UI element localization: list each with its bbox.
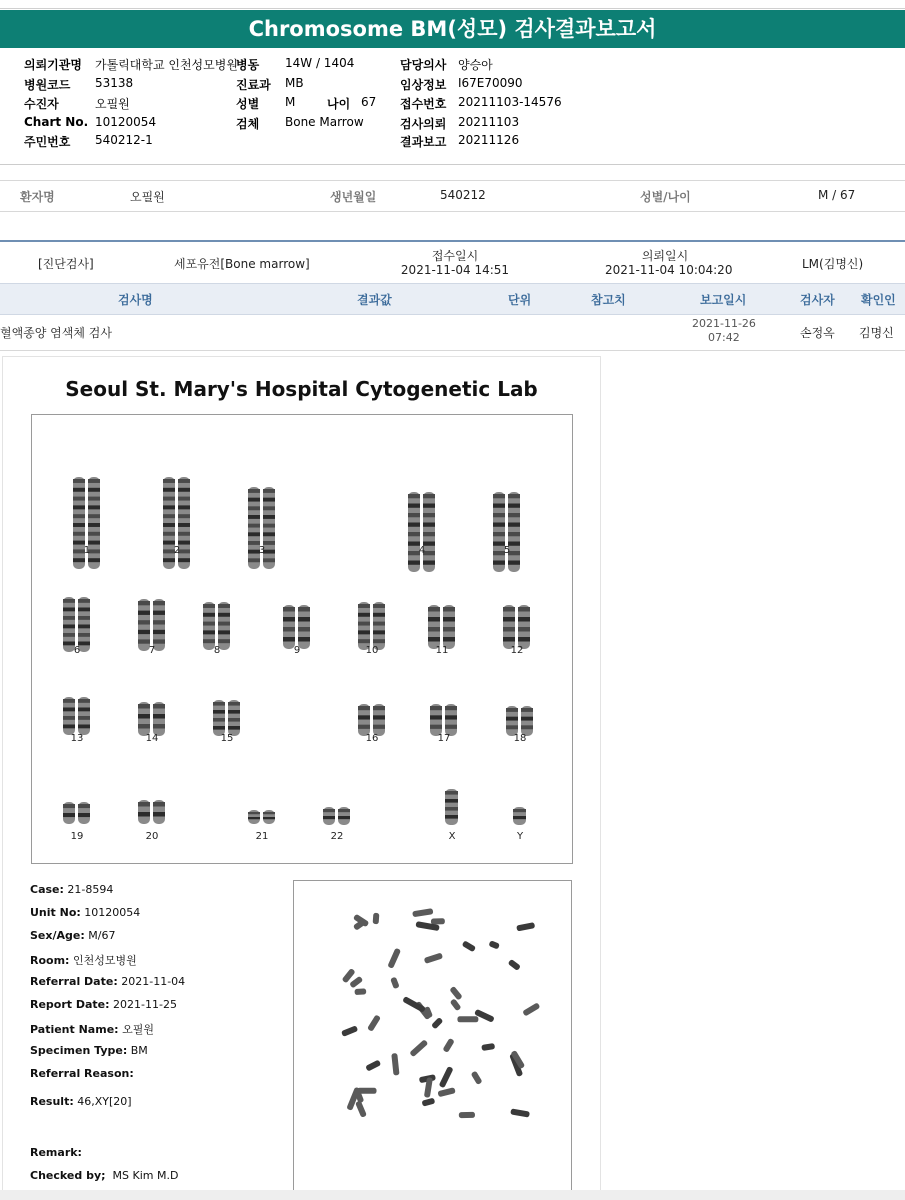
chromosome-label-18: 18: [513, 733, 527, 744]
metaphase-chromosome: [488, 940, 500, 949]
resident-id-label: 주민번호: [24, 135, 71, 149]
chromosome-label-4: 4: [418, 545, 426, 556]
chromosome-label-22: 22: [330, 831, 344, 842]
header-info-panel: [0, 48, 905, 165]
chromosome-pair-3: [244, 485, 280, 571]
metaphase-chromosome: [481, 1043, 495, 1051]
institution-value: 가톨릭대학교 인천성모병원: [95, 58, 238, 72]
chromosome-label-2: 2: [173, 545, 181, 556]
doctor-value: 양승아: [458, 58, 493, 72]
page-title: Chromosome BM(성모) 검사결과보고서: [0, 10, 905, 48]
request-date-label: 검사의뢰: [400, 117, 447, 131]
meta-case: Case: 21-8594: [30, 883, 114, 896]
chromosome-label-8: 8: [213, 645, 221, 656]
chart-no-label: Chart No.: [24, 115, 89, 129]
report-date-label: 결과보고: [400, 135, 447, 149]
col-test-name: 검사명: [118, 293, 153, 307]
meta-remark: Remark:: [30, 1146, 82, 1159]
bottom-scroll-area: [0, 1190, 905, 1200]
sex-value: M: [285, 95, 296, 109]
metaphase-chromosome: [402, 996, 426, 1013]
metaphase-spread-image: [293, 880, 572, 1192]
col-tester: 검사자: [800, 293, 835, 307]
chromosome-label-10: 10: [365, 645, 379, 656]
age-label: 나이: [327, 97, 351, 111]
institution-label: 의뢰기관명: [24, 58, 82, 72]
chromosome-label-7: 7: [148, 645, 156, 656]
result-confirmer: 김명신: [859, 326, 894, 340]
chromosome-label-13: 13: [70, 733, 84, 744]
chromosome-label-16: 16: [365, 733, 379, 744]
meta-unit-no: Unit No: 10120054: [30, 906, 141, 919]
result-tester: 손정옥: [800, 326, 835, 340]
receipt-no-value: 20211103-14576: [458, 95, 562, 109]
order-request-label: 의뢰일시: [641, 249, 689, 263]
result-report-time: 07:42: [708, 331, 740, 344]
meta-checked-by: Checked by; MS Kim M.D: [30, 1169, 179, 1182]
metaphase-chromosome: [462, 940, 476, 952]
chromosome-label-19: 19: [70, 831, 84, 842]
chromosome-pair-19: [59, 800, 95, 826]
ward-label: 병동: [236, 58, 260, 72]
metaphase-chromosome: [522, 1002, 540, 1016]
meta-result: Result: 46,XY[20]: [30, 1095, 132, 1108]
chromosome-label-6: 6: [73, 645, 81, 656]
birth-value: 540212: [440, 188, 486, 202]
hospital-code-label: 병원코드: [24, 78, 71, 92]
metaphase-spread-svg: [294, 881, 571, 1191]
order-type: [진단검사]: [38, 257, 94, 271]
receipt-no-label: 접수번호: [400, 97, 447, 111]
metaphase-chromosome: [471, 1071, 483, 1085]
chromosome-label-12: 12: [510, 645, 524, 656]
patient-value: 오필원: [95, 97, 130, 111]
metaphase-chromosome: [431, 1017, 443, 1030]
order-row: [0, 240, 905, 284]
metaphase-chromosome: [510, 1108, 530, 1117]
chromosome-pair-X: [434, 787, 470, 827]
metaphase-chromosome: [450, 998, 462, 1011]
patient-name-value: 오필원: [130, 190, 165, 204]
metaphase-chromosome: [431, 918, 445, 924]
chromosome-label-X: X: [448, 831, 456, 842]
result-report-date: 2021-11-26: [692, 317, 756, 330]
karyotype-report: [2, 356, 601, 1194]
chromosome-label-15: 15: [220, 733, 234, 744]
result-test-name: 혈액종양 염색체 검사: [0, 326, 112, 340]
chromosome-label-20: 20: [145, 831, 159, 842]
meta-patient-name: Patient Name: 오필원: [30, 1023, 154, 1036]
order-test: 세포유전[Bone marrow]: [174, 257, 310, 271]
metaphase-chromosome: [422, 1098, 436, 1107]
chromosome-label-3: 3: [258, 545, 266, 556]
metaphase-chromosome: [355, 1100, 367, 1117]
chart-no-value: 10120054: [95, 115, 157, 129]
chromosome-label-1: 1: [83, 545, 91, 556]
sex-age-label: 성별/나이: [640, 190, 691, 204]
patient-summary-row: [0, 180, 905, 212]
col-unit: 단위: [508, 293, 532, 307]
chromosome-pair-12: [499, 603, 535, 651]
metaphase-chromosome: [459, 1112, 475, 1118]
karyogram: [31, 414, 573, 864]
sex-age-value: M / 67: [818, 188, 856, 202]
ward-value: 14W / 1404: [285, 56, 355, 70]
metaphase-chromosome: [391, 1053, 399, 1076]
specimen-value: Bone Marrow: [285, 115, 364, 129]
metaphase-chromosome: [457, 1016, 478, 1022]
chromosome-pair-5: [489, 490, 525, 574]
chromosome-pair-11: [424, 603, 460, 651]
metaphase-chromosome: [365, 1060, 381, 1072]
order-receipt-label: 접수일시: [431, 249, 479, 263]
metaphase-chromosome: [442, 1038, 454, 1053]
specimen-label: 검체: [236, 117, 260, 131]
hospital-code-value: 53138: [95, 76, 134, 90]
chromosome-pair-1: [69, 475, 105, 571]
metaphase-chromosome: [387, 948, 401, 969]
metaphase-chromosome: [341, 1025, 358, 1037]
metaphase-chromosome: [424, 952, 443, 963]
meta-specimen-type: Specimen Type: BM: [30, 1044, 148, 1057]
metaphase-chromosome: [516, 922, 535, 931]
chromosome-label-11: 11: [435, 645, 449, 656]
metaphase-chromosome: [354, 988, 366, 995]
metaphase-chromosome: [437, 1087, 455, 1097]
metaphase-chromosome: [390, 977, 400, 989]
chromosome-label-17: 17: [437, 733, 451, 744]
chromosome-pair-15: [209, 698, 245, 738]
chromosome-label-9: 9: [293, 645, 301, 656]
col-report-date: 보고일시: [700, 293, 747, 307]
top-border: [0, 0, 905, 9]
metaphase-chromosome: [439, 1066, 454, 1088]
col-result: 결과값: [357, 293, 392, 307]
chromosome-pair-21: [244, 808, 280, 826]
chromosome-pair-9: [279, 603, 315, 651]
chromosome-label-14: 14: [145, 733, 159, 744]
results-table-header: [0, 283, 905, 315]
clinical-info-label: 임상정보: [400, 78, 447, 92]
chromosome-label-21: 21: [255, 831, 269, 842]
request-date-value: 20211103: [458, 115, 520, 129]
metaphase-chromosome: [449, 986, 462, 1001]
resident-id-value: 540212-1: [95, 133, 153, 147]
order-lab: LM(김명신): [802, 257, 864, 271]
metaphase-chromosome: [373, 913, 380, 925]
metaphase-chromosome: [412, 908, 433, 917]
meta-room: Room: 인천성모병원: [30, 954, 137, 967]
col-reference: 참고치: [591, 293, 626, 307]
metaphase-chromosome: [367, 1014, 381, 1031]
meta-report-date: Report Date: 2021-11-25: [30, 998, 177, 1011]
chromosome-pair-22: [319, 805, 355, 827]
dept-label: 진료과: [236, 78, 271, 92]
age-value: 67: [361, 95, 377, 109]
chromosome-pair-Y: [502, 805, 538, 827]
order-receipt-value: 2021-11-04 14:51: [400, 263, 510, 277]
patient-name-label: 환자명: [20, 190, 55, 204]
chromosome-pair-4: [404, 490, 440, 574]
birth-label: 생년월일: [330, 190, 377, 204]
metaphase-chromosome: [409, 1039, 428, 1057]
doctor-label: 담당의사: [400, 58, 447, 72]
report-date-value: 20211126: [458, 133, 520, 147]
metaphase-chromosome: [349, 976, 363, 989]
table-row[interactable]: [0, 314, 905, 351]
metaphase-chromosome: [508, 959, 521, 971]
meta-referral-date: Referral Date: 2021-11-04: [30, 975, 186, 988]
chromosome-pair-20: [134, 798, 170, 826]
chromosome-label-Y: Y: [516, 831, 524, 842]
lab-title: Seoul St. Mary's Hospital Cytogenetic Lab: [65, 377, 538, 401]
sex-label: 성별: [236, 97, 260, 111]
order-request-value: 2021-11-04 10:04:20: [605, 263, 733, 277]
meta-sex-age: Sex/Age: M/67: [30, 929, 116, 942]
col-confirmer: 확인인: [861, 293, 896, 307]
patient-label: 수진자: [24, 97, 59, 111]
chromosome-pair-13: [59, 695, 95, 737]
chromosome-label-5: 5: [503, 545, 511, 556]
dept-value: MB: [285, 76, 304, 90]
chromosome-pair-2: [159, 475, 195, 571]
clinical-info-value: I67E70090: [458, 76, 523, 90]
meta-referral-reason: Referral Reason:: [30, 1067, 134, 1080]
metaphase-chromosome: [357, 1088, 376, 1094]
